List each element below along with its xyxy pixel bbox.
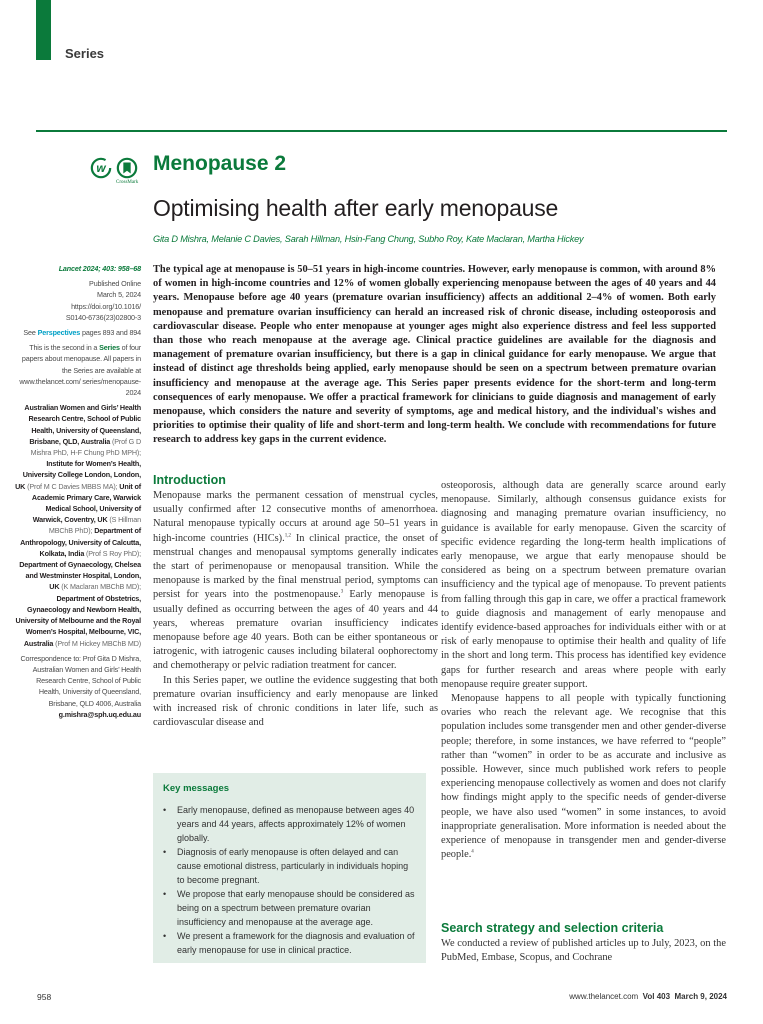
- doi-line-2[interactable]: S0140-6736(23)02800-3: [65, 312, 141, 322]
- series-note: [14, 342, 141, 398]
- volume: Vol 403: [642, 992, 671, 1001]
- footer-journal-info: [569, 992, 727, 1001]
- key-message-item: [163, 929, 418, 957]
- affiliations: [14, 402, 141, 648]
- crossmark-icon: [116, 157, 138, 179]
- affiliation-people: (Prof M C Davies MBBS MA);: [25, 481, 118, 491]
- crossmark-label: CrossMark: [116, 180, 139, 185]
- search-strategy-heading: Search strategy and selection criteria: [441, 921, 664, 935]
- key-messages-title: Key messages: [163, 783, 230, 794]
- header-rule: [36, 130, 727, 132]
- intro-paragraph-2: In this Series paper, we outline the evidence suggesting that both premature ovarian insufficiency and early menopause are linked with increased risk of chronic conditions in later life, such as cardiovascular disease and: [153, 674, 438, 729]
- svg-text:w: w: [96, 161, 106, 176]
- intro-paragraph-4: [441, 692, 726, 862]
- key-message-text: Early menopause, defined as menopause between ages 40 years and 44 years, affects approximately 12% of women globally.: [177, 805, 415, 843]
- series-link[interactable]: Series: [99, 343, 120, 353]
- affiliation-institution: Australian Women and Girls’ Health Research Centre, School of Public Health, University of Queensland, Brisbane, QLD, Australia: [24, 403, 141, 446]
- logos: [90, 157, 138, 185]
- abstract: The typical age at menopause is 50–51 years in high-income countries. However, early menopause is common, with around 8% of women in high-income countries and 12% of women globally experiencing menopause between the ages of 40 years and 44 years. Menopause before age 40 years (premature ovarian insufficiency) affects an additional 2–4% of women. Both early menopause and premature ovarian insufficiency can herald an increased risk of chronic disease, including osteoporosis and cardiovascular disease. People who enter menopause at younger ages might also experience distress and feel less supported than those who reach menopause at the average age. Clinical practice guidelines are available for the diagnosis and management of premature ovarian insufficiency, but there is a gap in clinical guidance for early menopause. We argue that instead of distinct age thresholds being applied, early menopause should be seen on a spectrum between premature ovarian insufficiency and menopause at the average age. This Series paper presents evidence for the short-term and long-term consequences of early menopause. We offer a practical framework for clinicians to guide diagnosis and management of early menopause, which considers the nature and severity of symptoms, age and medical history, and the individual's wishes and priorities to optimise their quality of life and short-term and long-term health. We conclude with recommendations for future research to address key gaps in the current evidence.: [153, 264, 716, 446]
- affiliation-institution: Department of Obstetrics, Gynaecology and Newborn Health, University of Melbourne and the Royal Women’s Hospital, Melbourne, VIC, Australia: [15, 593, 141, 648]
- search-strategy-text: We conducted a review of published articles up to July, 2023, on the PubMed, Embase, Scopus, and Cochrane: [441, 938, 726, 964]
- published-date: March 5, 2024: [97, 290, 141, 300]
- affiliation-institution: Unit of Academic Primary Care, Warwick Medical School, University of Warwick, Coventry, UK: [31, 481, 141, 525]
- citation-ref[interactable]: 4: [471, 849, 474, 855]
- issue-date: March 9, 2024: [674, 992, 727, 1001]
- author-list[interactable]: Gita D Mishra, Melanie C Davies, Sarah Hillman, Hsin-Fang Chung, Subho Roy, Kate Maclaran, Martha Hickey: [153, 234, 584, 244]
- publication-info: [14, 278, 141, 323]
- bullet-icon: •: [163, 805, 167, 815]
- section-label: Series: [65, 46, 105, 61]
- affiliation-people: (Prof G D Mishra PhD, H-F Chung PhD MPH);: [30, 436, 141, 458]
- text-run: In clinical practice, the onset of menstrual changes and menopausal symptoms generally indicates the start of perimenopause or menopausal transition. While the menopause is marked by the final menstrual period, symptoms can persist for years into the postmenopause.: [153, 532, 438, 601]
- crossmark-badge[interactable]: [116, 157, 138, 185]
- series-accent-bar: [36, 0, 51, 60]
- affiliation-institution: Department of Anthropology, University of Calcutta, Kolkata, India: [20, 526, 141, 558]
- page-number: 958: [37, 992, 52, 1002]
- intro-left-column: [153, 473, 438, 730]
- series-note-prefix: This is the second in a: [29, 343, 100, 353]
- key-message-text: Diagnosis of early menopause is often delayed and can cause emotional distress, particularly in individuals hoping to become pregnant.: [177, 847, 409, 885]
- journal-website[interactable]: www.thelancet.com: [569, 992, 639, 1001]
- key-message-item: [163, 845, 418, 887]
- correspondence-address: Correspondence to: Prof Gita D Mishra, Australian Women and Girls’ Health Research Centre, School of Public Health, University of Queensland, Brisbane, QLD 4006, Australia: [20, 653, 141, 708]
- affiliation-institution: Institute for Women’s Health, University College London, London, UK: [15, 459, 141, 491]
- doi-line-1[interactable]: https://doi.org/10.1016/: [71, 301, 141, 311]
- see-suffix: pages 893 and 894: [80, 328, 141, 338]
- series-kicker: Menopause 2: [153, 152, 287, 175]
- article-title: Optimising health after early menopause: [153, 195, 559, 221]
- bullet-icon: •: [163, 889, 167, 899]
- correspondence: [14, 653, 141, 720]
- citation-ref[interactable]: 1,2: [284, 533, 291, 539]
- see-also: [14, 327, 141, 338]
- see-prefix: See: [23, 328, 38, 338]
- intro-heading: Introduction: [153, 473, 226, 487]
- intro-paragraph-1: [153, 489, 438, 674]
- intro-paragraph-3: osteoporosis, although data are generally scarce around early menopause. Similarly, although consensus guidance exists for diagnosing and managing premature ovarian insufficiency, no guidance is available for early menopause. Given the scarcity of specific evidence regarding the long-term health implications of early menopause, we argue that early menopause should be considered as being on a spectrum between premature ovarian insufficiency and the typical age of menopause. To prevent patients from falling through this gap in care, we offer a practical framework to guide diagnosis and management of early menopause and identify evidence-based approaches for individuals either with or at risk of early menopause to optimise their health and quality of life in the short and long term. This process has identified key evidence gaps for further research and areas where people with early menopause require greater support.: [441, 480, 726, 690]
- text-run: Menopause happens to all people with typically functioning ovaries who reach the relevant age. We recognise that this population includes some transgender men and other gender-diverse people; therefore, in some instances, we have referred to “people” rather than “women” in order to be as accurate and inclusive as possible. However, since much published work refers to people experiencing menopause collectively as women and does not clarify how findings might apply to the specific needs of gender-diverse people, we have also used “women” in some instances, to avoid inappropriate generalisation. More information is needed about the experience of menopause in transgender men and gender-diverse people.: [441, 693, 726, 861]
- affiliation-institution: Department of Gynaecology, Chelsea and Westminster Hospital, London, UK: [19, 560, 141, 592]
- key-messages-panel: [153, 773, 426, 963]
- article-sidebar: [14, 263, 141, 724]
- text-run: Menopause marks the permanent cessation of menstrual cycles, usually confirmed after 12 consecutive months of amenorrhoea. Natural menopause typically occurs at around age 50–51 years in high-income countries (HICs).: [153, 490, 438, 544]
- published-online-label: Published Online: [89, 279, 141, 289]
- affiliation-people: (Prof S Roy PhD);: [84, 548, 141, 558]
- correspondence-email[interactable]: g.mishra@sph.uq.edu.au: [58, 709, 141, 719]
- text-run: Early menopause is usually defined as occurring between the ages of 40 years and 44 years, whereas premature ovarian insufficiency indicates menopause before age 40 years. Both can be either spontaneous or iatrogenic, with iatrogenic causes including bilateral oophorectomy and chemotherapy or pelvic radiation treatment for cancer.: [153, 589, 438, 672]
- affiliation-people: (Prof M Hickey MBChB MD): [53, 638, 141, 648]
- key-message-item: [163, 887, 418, 929]
- w-logo-icon[interactable]: [90, 157, 112, 179]
- key-message-text: We propose that early menopause should be considered as being on a spectrum between premature ovarian insufficiency and menopause at the average age.: [177, 889, 415, 927]
- citation-ref[interactable]: 3: [340, 589, 344, 595]
- bullet-icon: •: [163, 847, 167, 857]
- key-message-text: We present a framework for the diagnosis and evaluation of early menopause for use in clinical practice.: [177, 931, 415, 955]
- citation: Lancet 2024; 403: 958–68: [58, 264, 141, 273]
- series-note-suffix: of four papers about menopause. All papers in the Series are available at www.thelancet.com/ series/menopause-2024: [19, 343, 141, 398]
- key-messages-list: [163, 803, 418, 957]
- key-message-item: [163, 803, 418, 845]
- perspectives-link[interactable]: Perspectives: [37, 328, 81, 338]
- intro-right-column: [441, 479, 726, 862]
- affiliation-people: (S Hillman MBChB PhD);: [48, 515, 141, 536]
- affiliation-people: (K Maclaran MBChB MD);: [59, 582, 141, 592]
- bullet-icon: •: [163, 931, 167, 941]
